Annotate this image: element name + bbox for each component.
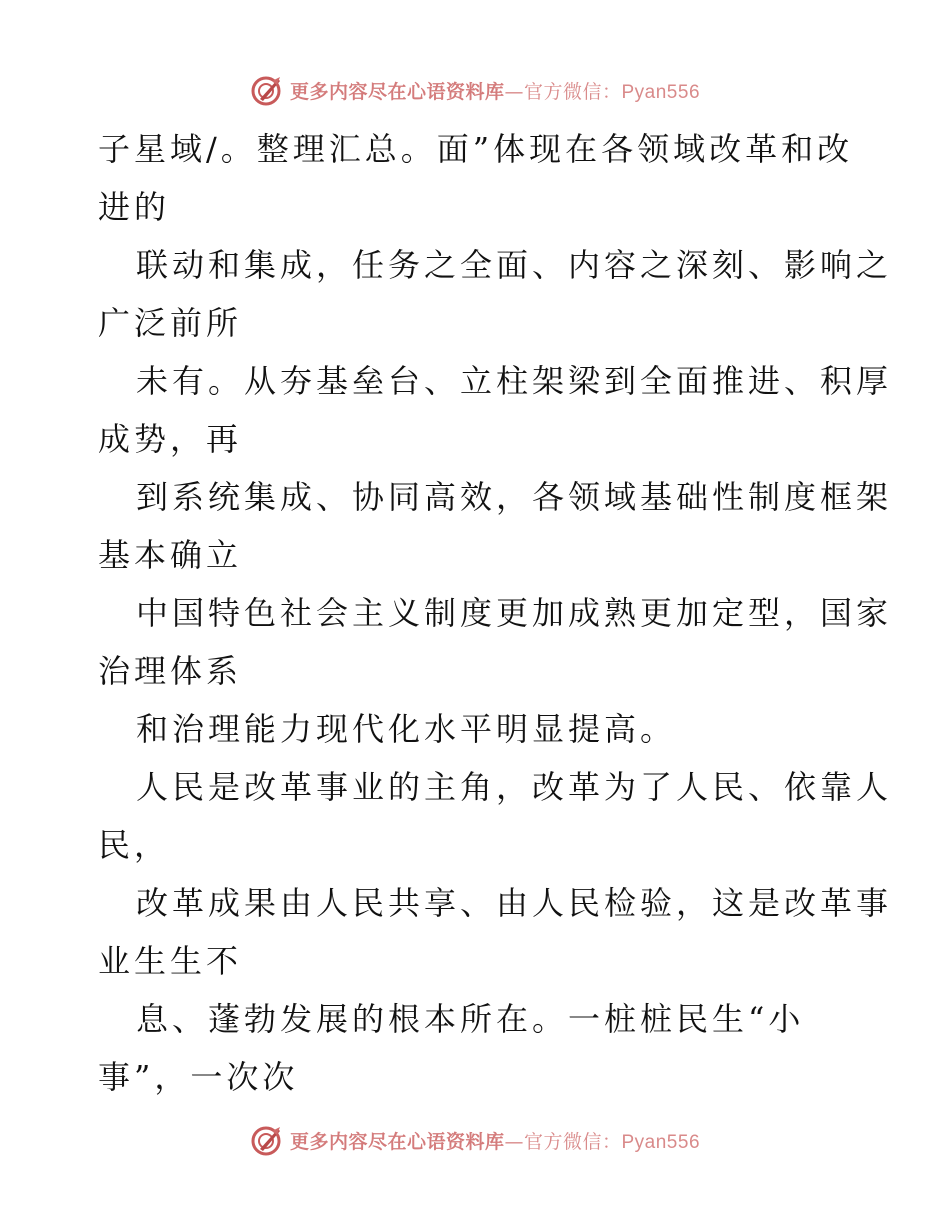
footer-contact-label: 官方微信： [523, 1130, 622, 1153]
footer-brand: 更多内容尽在心语资料库 [289, 1130, 505, 1153]
text-line: 联动和集成，任务之全面、内容之深刻、影响之 [136, 246, 893, 284]
text-line: 到系统集成、协同高效，各领域基础性制度框架 [136, 478, 893, 516]
text-line: 事”，一次次 [98, 1058, 299, 1096]
footer-banner-text [290, 1127, 700, 1154]
text-line: 进的 [98, 188, 171, 226]
header-banner [0, 70, 950, 110]
header-contact-label: 官方微信： [523, 80, 622, 103]
text-line: 和治理能力现代化水平明显提高。 [136, 710, 677, 748]
text-line: 业生生不 [98, 942, 243, 980]
header-brand: 更多内容尽在心语资料库 [289, 80, 505, 103]
feather-logo-icon [250, 1123, 284, 1157]
text-line: 改革成果由人民共享、由人民检验，这是改革事 [136, 884, 893, 922]
text-line: 子星域/。整理汇总。面”体现在各领域改革和改 [98, 130, 854, 168]
text-line: 治理体系 [98, 652, 243, 690]
document-body [98, 120, 893, 1106]
text-line: 未有。从夯基垒台、立柱架梁到全面推进、积厚 [136, 362, 893, 400]
text-line: 民， [98, 826, 171, 864]
footer-banner [0, 1120, 950, 1160]
header-separator: — [504, 80, 524, 103]
text-line: 息、蓬勃发展的根本所在。一桩桩民生“小 [136, 1000, 805, 1038]
text-line: 基本确立 [98, 536, 243, 574]
header-contact-id: Pyan556 [621, 81, 701, 103]
text-line: 人民是改革事业的主角，改革为了人民、依靠人 [136, 768, 893, 806]
text-line: 成势，再 [98, 420, 243, 458]
footer-separator: — [504, 1130, 524, 1153]
header-banner-text [290, 77, 700, 104]
text-line: 广泛前所 [98, 304, 243, 342]
footer-contact-id: Pyan556 [621, 1131, 701, 1153]
feather-logo-icon [250, 73, 284, 107]
text-line: 中国特色社会主义制度更加成熟更加定型，国家 [136, 594, 893, 632]
